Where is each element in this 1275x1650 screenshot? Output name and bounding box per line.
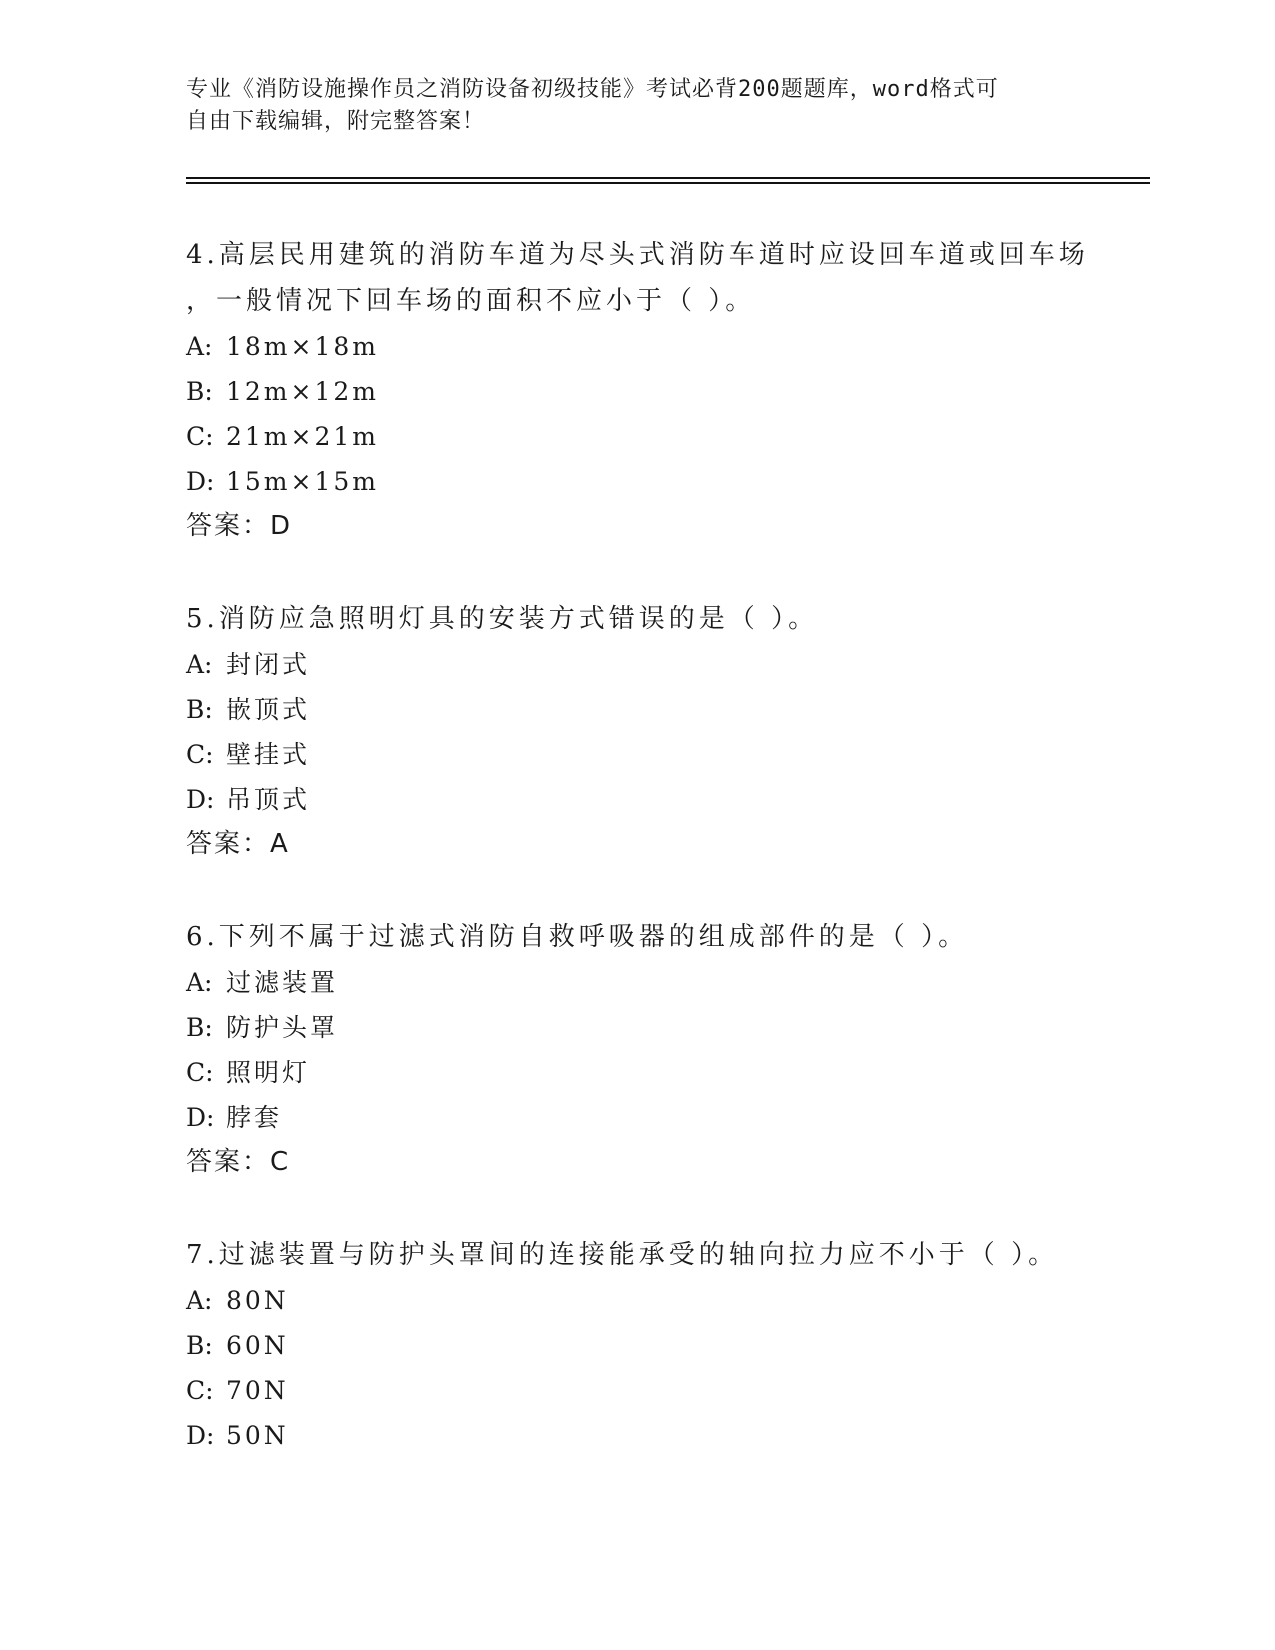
option-d: [186, 1413, 1086, 1458]
option-c: [186, 1050, 1086, 1095]
option-text: 过滤装置: [226, 968, 339, 997]
option-text: 防护头罩: [226, 1013, 339, 1042]
option-letter: C:: [186, 740, 214, 769]
header-line-1: 专业《消防设施操作员之消防设备初级技能》考试必背200题题库，word格式可: [186, 77, 999, 102]
option-d: [186, 459, 1086, 504]
option-text: 80N: [226, 1286, 289, 1315]
option-letter: D:: [186, 1421, 215, 1450]
option-text: 21m×21m: [226, 422, 379, 451]
option-c: [186, 414, 1086, 459]
option-letter: C:: [186, 1376, 214, 1405]
option-text: 60N: [226, 1331, 289, 1360]
question-stem: [186, 596, 1086, 642]
option-text: 70N: [226, 1376, 289, 1405]
question-stem-line-1: 6.下列不属于过滤式消防自救呼吸器的组成部件的是（ ）。: [186, 922, 969, 952]
option-letter: B:: [186, 695, 213, 724]
question-4: [186, 232, 1089, 549]
question-7: [186, 1232, 1086, 1458]
document-header: [186, 74, 1066, 138]
option-a: [186, 642, 1086, 687]
option-text: 嵌顶式: [226, 695, 311, 724]
option-letter: A:: [186, 968, 213, 997]
option-d: [186, 777, 1086, 822]
option-letter: C:: [186, 422, 214, 451]
answer-label: 答案：D: [186, 511, 293, 541]
option-letter: D:: [186, 785, 215, 814]
option-letter: A:: [186, 650, 213, 679]
option-d: [186, 1095, 1086, 1140]
option-a: [186, 960, 1086, 1005]
question-stem-line-1: 5.消防应急照明灯具的安装方式错误的是（ ）。: [186, 604, 819, 634]
question-stem: [186, 1232, 1086, 1278]
header-divider-top: [186, 177, 1150, 179]
question-stem-line-1: 4.高层民用建筑的消防车道为尽头式消防车道时应设回车道或回车场: [186, 240, 1089, 270]
option-letter: D:: [186, 467, 215, 496]
question-stem-line-1: 7.过滤装置与防护头罩间的连接能承受的轴向拉力应不小于（ ）。: [186, 1240, 1059, 1270]
question-stem: [186, 914, 1086, 960]
question-5: [186, 596, 1086, 867]
option-text: 12m×12m: [226, 377, 379, 406]
option-text: 吊顶式: [226, 785, 311, 814]
answer-label: 答案：A: [186, 829, 290, 859]
question-6: [186, 914, 1086, 1185]
question-stem-line-2: ，一般情况下回车场的面积不应小于（ ）。: [186, 286, 756, 316]
header-line-2: 自由下载编辑，附完整答案！: [186, 109, 486, 134]
option-b: [186, 1005, 1086, 1050]
option-a: [186, 324, 1086, 369]
option-text: 封闭式: [226, 650, 311, 679]
option-text: 50N: [226, 1421, 289, 1450]
option-a: [186, 1278, 1086, 1323]
option-letter: D:: [186, 1103, 215, 1132]
option-c: [186, 1368, 1086, 1413]
option-b: [186, 1323, 1086, 1368]
option-letter: B:: [186, 377, 213, 406]
answer-label: 答案：C: [186, 1147, 291, 1177]
option-text: 照明灯: [226, 1058, 311, 1087]
option-letter: A:: [186, 1286, 213, 1315]
option-b: [186, 369, 1086, 414]
option-letter: A:: [186, 332, 213, 361]
option-text: 18m×18m: [226, 332, 379, 361]
option-b: [186, 687, 1086, 732]
header-divider-bottom: [186, 182, 1150, 184]
option-text: 壁挂式: [226, 740, 311, 769]
option-text: 脖套: [226, 1103, 283, 1132]
option-letter: C:: [186, 1058, 214, 1087]
option-text: 15m×15m: [226, 467, 379, 496]
option-c: [186, 732, 1086, 777]
question-stem: [186, 232, 1089, 324]
option-letter: B:: [186, 1331, 213, 1360]
option-letter: B:: [186, 1013, 213, 1042]
